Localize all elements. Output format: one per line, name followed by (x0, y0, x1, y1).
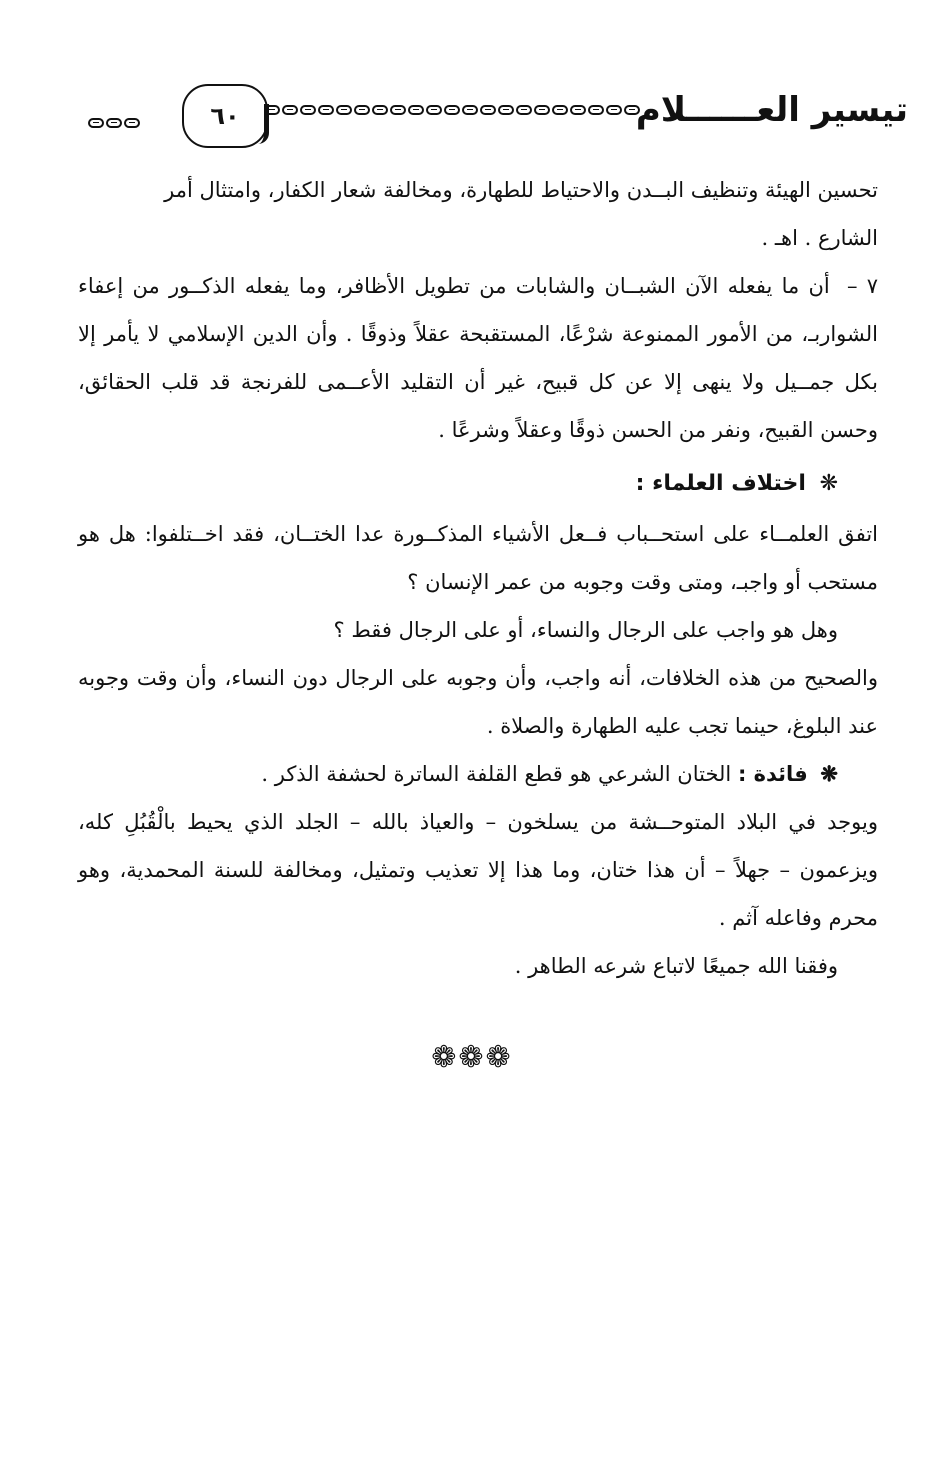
benefit-note (78, 750, 878, 798)
paragraph (78, 654, 918, 750)
chain-rule (264, 96, 640, 124)
chain-link-icon (426, 105, 442, 115)
benefit-text: الختان الشرعي هو قطع القلفة الساترة لحشفة الذكر . (261, 762, 732, 786)
chain-link-icon (408, 105, 424, 115)
chain-link-icon (318, 105, 334, 115)
chain-link-icon (336, 105, 352, 115)
star-bullet-icon: ❋ (819, 471, 838, 496)
text-line: الشارع . اهـ . (761, 226, 878, 250)
flower-ornament-icon: ❁❁❁ (431, 1040, 513, 1075)
chain-link-icon (606, 105, 622, 115)
paragraph-text: وهل هو واجب على الرجال والنساء، أو على الرجال فقط ؟ (333, 618, 838, 642)
chain-link-icon (516, 105, 532, 115)
chain-link-icon (624, 105, 640, 115)
paragraph-text: ويوجد في البلاد المتوحــشة من يسلخون – والعياذ بالله – الجلد الذي يحيط بالْقُبُلِ كله، ويزعمون – جهلاً – أن هذا ختان، وما هذا إلا تعذيب وتمثيل، ومخالفة للسنة المحمدية، وهو محرم وفاعله آثم . (78, 810, 878, 930)
chain-rule-small (88, 118, 140, 128)
page-header (96, 88, 908, 166)
page-number-frame (182, 84, 268, 148)
text-line: تحسين الهيئة وتنظيف البــدن والاحتياط للطهارة، ومخالفة شعار الكفار، وامتثال أمر (164, 178, 878, 202)
chain-link-icon (534, 105, 550, 115)
star-bullet-icon: ❋ (820, 761, 838, 786)
heading-text: اختلاف العلماء : (635, 471, 806, 496)
chain-link-icon (390, 105, 406, 115)
paragraph (78, 798, 918, 942)
numbered-point-7 (78, 262, 878, 454)
chain-link-icon (552, 105, 568, 115)
paragraph (78, 510, 918, 606)
paragraph-text: وفقنا الله جميعًا لاتباع شرعه الطاهر . (514, 954, 838, 978)
chain-link-icon (444, 105, 460, 115)
page-body (78, 166, 878, 990)
chain-link-icon (282, 105, 298, 115)
paragraph-text: والصحيح من هذه الخلافات، أنه واجب، وأن وجوبه على الرجال دون النساء، وأن وقت وجوبه عند البلوغ، حينما تجب عليه الطهارة والصلاة . (78, 666, 878, 738)
closing-dua (78, 942, 878, 990)
point-text: أن ما يفعله الآن الشبــان والشابات من تطويل الأظافر، وما يفعله الذكــور من إعفاء الشواربـ، من الأمور الممنوعة شرْعًا، المستقبحة عقلاً وذوقًا . وأن الدين الإسلامي لا يأمر إلا بكل جمــيل ولا ينهى إلا عن كل قبيح، غير أن التقليد الأعــمى للفرنجة قد قلب الحقائق، وحسن القبيح، ونفر من الحسن ذوقًا وعقلاً وشرعًا . (78, 274, 878, 442)
point-number: ٧ – (846, 274, 878, 298)
page-number: ٦٠ (210, 102, 240, 130)
paragraph-text: اتفق العلمــاء على استحــباب فــعل الأشياء المذكــورة عدا الختــان، فقد اخــتلفوا: هل هو مستحب أو واجبـ، ومتى وقت وجوبه من عمر الإنسان ؟ (78, 522, 878, 594)
chain-link-icon (124, 118, 140, 128)
chain-link-icon (588, 105, 604, 115)
paragraph-continuation (78, 166, 878, 262)
book-title: تيسير العــــــلام (635, 90, 908, 130)
paragraph (78, 606, 878, 654)
chain-link-icon (570, 105, 586, 115)
benefit-label: فائدة : (737, 762, 808, 786)
chain-link-icon (106, 118, 122, 128)
chain-link-icon (498, 105, 514, 115)
chain-link-icon (354, 105, 370, 115)
chain-link-icon (372, 105, 388, 115)
chain-link-icon (300, 105, 316, 115)
chain-link-icon (88, 118, 104, 128)
chain-link-icon (480, 105, 496, 115)
section-heading (78, 462, 838, 506)
chain-link-icon (462, 105, 478, 115)
